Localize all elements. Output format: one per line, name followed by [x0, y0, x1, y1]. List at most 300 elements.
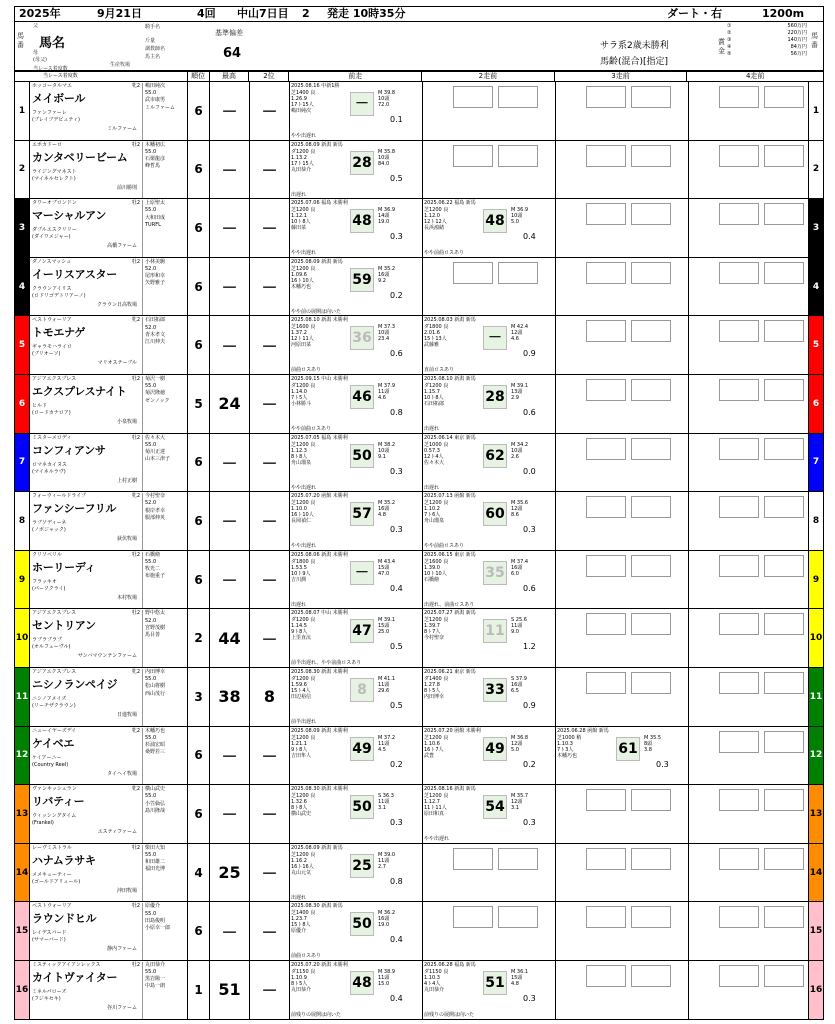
speed-index: 54: [483, 795, 507, 819]
umaban: 7: [15, 434, 30, 492]
race-result: [644, 735, 688, 753]
col-best: 最高: [210, 71, 250, 81]
race-details: [291, 852, 347, 876]
race-detail: 1.21.1: [291, 740, 307, 747]
result-detail: M 35.6: [511, 500, 529, 507]
past-race-2: [423, 902, 556, 960]
empty-box: [498, 906, 538, 928]
jockey: 野中悠太: [145, 610, 166, 617]
connections: [142, 786, 186, 844]
entry-list: [14, 82, 824, 1020]
prize-rank: ②: [727, 30, 732, 36]
race-detail: 藤田菜: [291, 225, 307, 232]
race-details: [291, 910, 347, 934]
result-detail: M 38.9: [378, 968, 396, 975]
past-race-2: [423, 258, 556, 316]
sex-age: 牡2: [131, 375, 140, 382]
race-result: [511, 207, 555, 225]
broodmare-sire: (Frankel): [32, 820, 54, 827]
sire-label: 父: [33, 23, 39, 29]
past-race-4: [689, 961, 809, 1019]
speed-index: －: [483, 326, 507, 350]
owner: 山本三津子: [145, 456, 171, 463]
empty-box: [586, 672, 626, 694]
empty-box: [631, 965, 671, 987]
race-details: [424, 383, 480, 407]
margin: 0.2: [390, 759, 403, 769]
prize-row: [727, 30, 807, 37]
race-details: [291, 793, 347, 817]
prize-rank: ⑤: [727, 51, 732, 57]
speed-index: 35: [483, 561, 507, 585]
result-detail: 11頭: [378, 799, 390, 806]
past-race-2: [423, 844, 556, 902]
result-detail: S 36.3: [378, 793, 394, 800]
jockey: 柴田大知: [145, 844, 166, 851]
speed-index: 49: [483, 737, 507, 761]
race-result: [378, 207, 422, 225]
broodmare-sire: (Country Reel): [32, 761, 69, 768]
margin: 0.3: [656, 759, 669, 769]
speed-index: 59: [350, 268, 374, 292]
umaban-right: 10: [808, 609, 823, 667]
race-detail: 芝1600 良: [291, 324, 316, 331]
race-detail: 石田拓郎: [424, 400, 445, 407]
past-race-3: [556, 961, 689, 1019]
past-race-2: [423, 609, 556, 667]
speed-index: 50: [350, 795, 374, 819]
empty-box: [631, 672, 671, 694]
umaban-label-right: 馬番: [811, 32, 818, 49]
owner: 峰哲馬: [145, 163, 161, 170]
race-detail: 舟山瑠泉: [291, 459, 312, 466]
result-detail: M 37.4: [511, 558, 529, 565]
result-detail: 47.0: [378, 570, 390, 577]
race-detail: 1.13.2: [291, 154, 307, 161]
race-detail: ダ1800 良: [424, 324, 449, 331]
empty-box: [453, 906, 493, 928]
umaban: 2: [15, 141, 30, 199]
race-detail: 1.12.0: [424, 213, 440, 220]
past-race-4: [689, 82, 809, 140]
result-detail: M 39.0: [378, 851, 396, 858]
result-detail: 4.8: [511, 980, 519, 987]
result-detail: 3.8: [644, 746, 652, 753]
empty-box: [631, 789, 671, 811]
empty-box: [631, 613, 671, 635]
owner: ミルファーム: [145, 104, 175, 111]
result-detail: 29.6: [378, 687, 390, 694]
dam-name: ギャラモハライロ: [32, 344, 72, 351]
result-detail: 14頭: [378, 213, 390, 220]
race-date: 2025.08.10 新潟 未勝利: [291, 317, 348, 324]
race-note: やや前の展開は向いた: [291, 308, 342, 315]
broodmare-sire: (リーチザクラウン): [32, 702, 76, 709]
race-date: 2025.08.09 新潟 新馬: [291, 844, 343, 851]
past-race-1: [290, 375, 423, 433]
past-race-4: [689, 668, 809, 726]
weight: 55.0: [145, 969, 157, 976]
broodmare-sire: (オルフェーヴル): [32, 644, 71, 651]
race-detail: 芝1200 良: [291, 207, 316, 214]
past-race-4: [689, 844, 809, 902]
race-detail: 15ト8人: [291, 922, 311, 929]
horse-name-label: 馬名: [39, 36, 66, 51]
margin: 0.9: [523, 700, 536, 710]
weight: 55.0: [145, 207, 157, 214]
margin: 0.6: [523, 407, 536, 417]
race-detail: 1.26.9: [291, 96, 307, 102]
col-rank: 順位: [188, 71, 210, 81]
race-detail: 17ト15人: [291, 102, 314, 108]
speed-index: 62: [483, 444, 507, 468]
race-details: [424, 676, 480, 700]
second-index: －: [250, 727, 290, 785]
race-note: やや出遅れ: [291, 484, 317, 491]
prize-rank: ④: [727, 44, 732, 50]
race-detail: 12ト4人: [424, 453, 444, 460]
race-details: [291, 90, 347, 114]
result-detail: 15頭: [378, 623, 390, 630]
second-index: －: [250, 551, 290, 609]
empty-box: [453, 262, 493, 284]
prize-amount: 56万円: [790, 51, 807, 57]
empty-box: [631, 906, 671, 928]
speed-index: 47: [350, 619, 374, 643]
second-index: －: [250, 902, 290, 960]
broodmare-sire: (パーソクライ): [32, 585, 66, 592]
race-date: 2025.09.15 中山 未勝利: [291, 375, 348, 382]
rank: 6: [188, 492, 210, 550]
best-index: －: [210, 434, 250, 492]
race-detail: 芝1200 良: [291, 265, 316, 272]
race-date: 2025.06.15 東京 新馬: [424, 551, 476, 558]
umaban-right: 15: [808, 902, 823, 960]
race-result: [378, 910, 422, 928]
result-detail: 25.0: [378, 629, 390, 636]
race-date: 2025.08.03 新潟 新馬: [424, 317, 476, 324]
umaban-label: 馬番: [17, 32, 24, 49]
horse-info: [30, 609, 188, 667]
best-index: －: [210, 551, 250, 609]
connections: [142, 728, 186, 786]
race-result: [511, 500, 555, 518]
result-detail: 4.5: [378, 746, 386, 753]
connections: [142, 903, 186, 961]
horse-info: [30, 258, 188, 316]
second-index: －: [250, 961, 290, 1019]
result-detail: 3.1: [378, 805, 386, 812]
dam-label: 母: [33, 50, 39, 56]
race-detail: 1.59.6: [291, 681, 307, 688]
sire-name: ヴァンキッシュラン: [32, 786, 77, 793]
prize-amount: 140万円: [787, 37, 807, 43]
breeder-label: 生産牧場: [110, 62, 131, 68]
umaban: 4: [15, 258, 30, 316]
connections: [142, 552, 186, 610]
race-details: [424, 500, 480, 524]
umaban: 3: [15, 199, 30, 257]
best-index: －: [210, 82, 250, 140]
result-detail: 16頭: [378, 271, 390, 278]
umaban-right: 1: [808, 82, 823, 140]
race-detail: 1.37.2: [291, 330, 307, 337]
past-race-1: [290, 844, 423, 902]
horse-info: [30, 902, 188, 960]
race-detail: 芝1400 良: [291, 90, 316, 96]
result-detail: 10頭: [511, 213, 523, 220]
umaban: 6: [15, 375, 30, 433]
past-race-4: [689, 727, 809, 785]
jockey: 内田博幸: [145, 668, 166, 675]
race-detail: 7ト6人: [424, 512, 441, 519]
speed-index: 8: [350, 678, 374, 702]
dam-name: ミネルパローズ: [32, 988, 67, 995]
result-detail: M 35.8: [378, 148, 396, 155]
date: 9月21日: [97, 7, 142, 20]
breeder-farm: サンバマウンテンファーム: [77, 653, 137, 660]
margin: 0.2: [390, 290, 403, 300]
connections: [142, 435, 186, 493]
best-index: －: [210, 785, 250, 843]
umaban: 11: [15, 668, 30, 726]
empty-box: [764, 613, 804, 635]
margin: 0.3: [390, 466, 403, 476]
race-detail: 横山武史: [291, 811, 312, 818]
horse-name: イーリスアスター: [32, 267, 117, 281]
race-result: [511, 617, 555, 635]
margin: 0.3: [523, 525, 536, 535]
broodmare-sire: (ダイワメジャー): [32, 234, 71, 241]
race-detail: 16ト16人: [291, 863, 314, 870]
speed-index: 25: [350, 854, 374, 878]
broodmare-sire: (マイネルラヴ): [32, 468, 66, 475]
margin: 0.6: [523, 583, 536, 593]
empty-box: [764, 906, 804, 928]
horse-name: トモエナゲ: [32, 326, 86, 340]
second-index: －: [250, 375, 290, 433]
past-race-3: [556, 199, 689, 257]
result-detail: M 38.2: [378, 441, 396, 448]
distance: 1200m: [762, 7, 805, 20]
umaban-right: 4: [808, 258, 823, 316]
empty-box: [631, 145, 671, 167]
horse-info: [30, 375, 188, 433]
jockey: 丸田恭介: [145, 961, 166, 968]
sex-age: 牡2: [131, 434, 140, 441]
race-date: 2025.07.20 新潟 未勝利: [291, 961, 348, 968]
empty-box: [586, 145, 626, 167]
horse-info: [30, 199, 188, 257]
past-race-4: [689, 375, 809, 433]
result-detail: 13頭: [511, 388, 523, 395]
result-detail: 2.9: [511, 394, 519, 401]
past-race-4: [689, 902, 809, 960]
race-detail: 芝1000 稍: [557, 734, 582, 741]
trainer: 大和田成: [145, 214, 166, 221]
race-detail: 1.53.5: [291, 564, 307, 571]
empty-box: [719, 672, 759, 694]
broodmare-sire: (ロードカナロア): [32, 409, 71, 416]
race-date: 2025.06.28 福島 新馬: [424, 961, 476, 968]
race-result: [378, 90, 422, 108]
race-detail: 1.10.3: [557, 740, 573, 747]
race-detail: 1.10.2: [424, 506, 440, 513]
empty-box: [719, 379, 759, 401]
race-details: [291, 500, 347, 524]
margin: 0.2: [523, 759, 536, 769]
prize-row: [727, 23, 807, 30]
note-label: 当レース着度数: [33, 66, 68, 72]
race-detail: 16ト10人: [291, 277, 314, 284]
speed-index: 33: [483, 678, 507, 702]
sex-age: 牡2: [131, 610, 140, 617]
past-race-3: [556, 609, 689, 667]
broodmare-sire: (ノボジャック): [32, 527, 66, 534]
race-detail: 10ト8人: [291, 219, 311, 226]
race-detail: 吉田隼人: [291, 752, 312, 759]
result-detail: M 36.8: [511, 734, 529, 741]
race-detail: 石橋脩: [424, 576, 440, 583]
weight: 55.0: [145, 851, 157, 858]
empty-box: [719, 613, 759, 635]
race-detail: 1.10.0: [291, 506, 307, 513]
rank: 6: [188, 141, 210, 199]
race-details: [291, 735, 347, 759]
sire-name: ダノンスマッシュ: [32, 258, 72, 265]
horse-name: メイボール: [32, 92, 86, 105]
empty-box: [764, 672, 804, 694]
connections: [142, 962, 186, 1020]
empty-box: [764, 789, 804, 811]
past-race-1: [290, 492, 423, 550]
prize-amount: 220万円: [787, 30, 807, 36]
race-detail: 舟山瑠泉: [424, 518, 445, 525]
sire-name: ベストウォーリア: [32, 903, 72, 910]
breeder-farm: 沖田牧場: [116, 887, 137, 894]
race-result: [511, 383, 555, 401]
race-detail: 田辺裕信: [291, 693, 312, 700]
empty-box: [631, 555, 671, 577]
race-detail: ダ1150 良: [424, 968, 449, 975]
race-note: 前半出遅れ、やや前曲ロスあり: [291, 660, 362, 667]
race-result: [378, 735, 422, 753]
best-index: －: [210, 902, 250, 960]
entry-row: [14, 785, 824, 844]
best-index: 51: [210, 961, 250, 1019]
breeder-farm: 谷川ファーム: [107, 1004, 137, 1011]
speed-index: 51: [483, 971, 507, 995]
past-race-1: [290, 316, 423, 374]
umaban-right: 12: [808, 727, 823, 785]
race-date: 2025.07.27 新潟 新馬: [424, 610, 476, 617]
empty-box: [719, 848, 759, 870]
umaban-right: 11: [808, 668, 823, 726]
race-detail: 4ト4人: [424, 980, 441, 987]
result-detail: M 36.9: [378, 207, 396, 214]
entry-row: [14, 961, 824, 1020]
prize-amount: 560万円: [787, 23, 807, 29]
broodmare-sire: (サマーバード): [32, 937, 66, 944]
horse-info: [30, 727, 188, 785]
race-note: 前半出遅れ: [291, 718, 317, 725]
past-race-2: [423, 375, 556, 433]
race-detail: 1.32.6: [291, 799, 307, 806]
horse-name: カイトヴァイター: [32, 970, 118, 984]
race-detail: 芝1200 良: [291, 441, 316, 448]
race-detail: 12ト11人: [291, 336, 314, 343]
race-note: 出遅れ: [291, 191, 307, 198]
empty-box: [498, 86, 538, 108]
second-index: －: [250, 785, 290, 843]
rank: 6: [188, 82, 210, 140]
speed-index: 50: [350, 912, 374, 936]
race-note: 出遅れ: [291, 601, 307, 608]
race-detail: 9ト8人: [291, 629, 308, 636]
connections: [142, 317, 186, 375]
track: ダート・右: [667, 7, 722, 20]
empty-box: [498, 848, 538, 870]
past-race-2: [423, 668, 556, 726]
empty-box: [719, 965, 759, 987]
horse-name: セントリアン: [32, 619, 96, 633]
race-details: [424, 559, 480, 583]
race-detail: 10ト10人: [424, 570, 447, 577]
margin: 1.2: [523, 642, 536, 652]
prize-rank: ①: [727, 23, 732, 29]
race-note: 出遅れ: [424, 425, 440, 432]
entry-row: [14, 609, 824, 668]
race-detail: 小林勝斗: [291, 400, 312, 407]
past-race-2: [423, 82, 556, 140]
result-detail: M 39.1: [378, 617, 396, 624]
race-detail: 1.23.7: [291, 916, 307, 923]
entry-row: [14, 492, 824, 551]
race-details: [424, 735, 480, 759]
race-detail: 0.57.3: [424, 447, 440, 454]
second-index: －: [250, 434, 290, 492]
race-details: [291, 324, 347, 348]
margin: 0.3: [390, 818, 403, 828]
second-index: －: [250, 492, 290, 550]
past-race-3: [556, 668, 689, 726]
broodmare-sire: (マイネルセレクト): [32, 175, 76, 182]
race-detail: 原優介: [291, 928, 307, 935]
sire-name: ニューイヤーズデイ: [32, 727, 77, 734]
race-number: 2: [302, 7, 310, 20]
trainer: 松山将樹: [145, 683, 166, 690]
umaban: 1: [15, 82, 30, 140]
connections: [142, 259, 186, 317]
horse-info: [30, 141, 188, 199]
race-note: やや出遅れ: [291, 543, 317, 550]
race-detail: 木幡巧也: [291, 283, 312, 290]
weight: 55.0: [145, 910, 157, 917]
result-detail: 15.0: [378, 980, 390, 987]
speed-index: 11: [483, 619, 507, 643]
result-detail: 11頭: [378, 974, 390, 981]
result-detail: M 37.2: [378, 734, 396, 741]
speed-index: 48: [483, 209, 507, 233]
sire-name: ホッコータルマエ: [32, 83, 73, 89]
jockey: 佐々木大: [145, 434, 166, 441]
empty-box: [764, 320, 804, 342]
best-index: －: [210, 727, 250, 785]
race-note: 出遅れ: [291, 894, 307, 901]
breeder-farm: クラウン日高牧場: [96, 301, 137, 308]
best-index: 25: [210, 844, 250, 902]
empty-box: [719, 203, 759, 225]
